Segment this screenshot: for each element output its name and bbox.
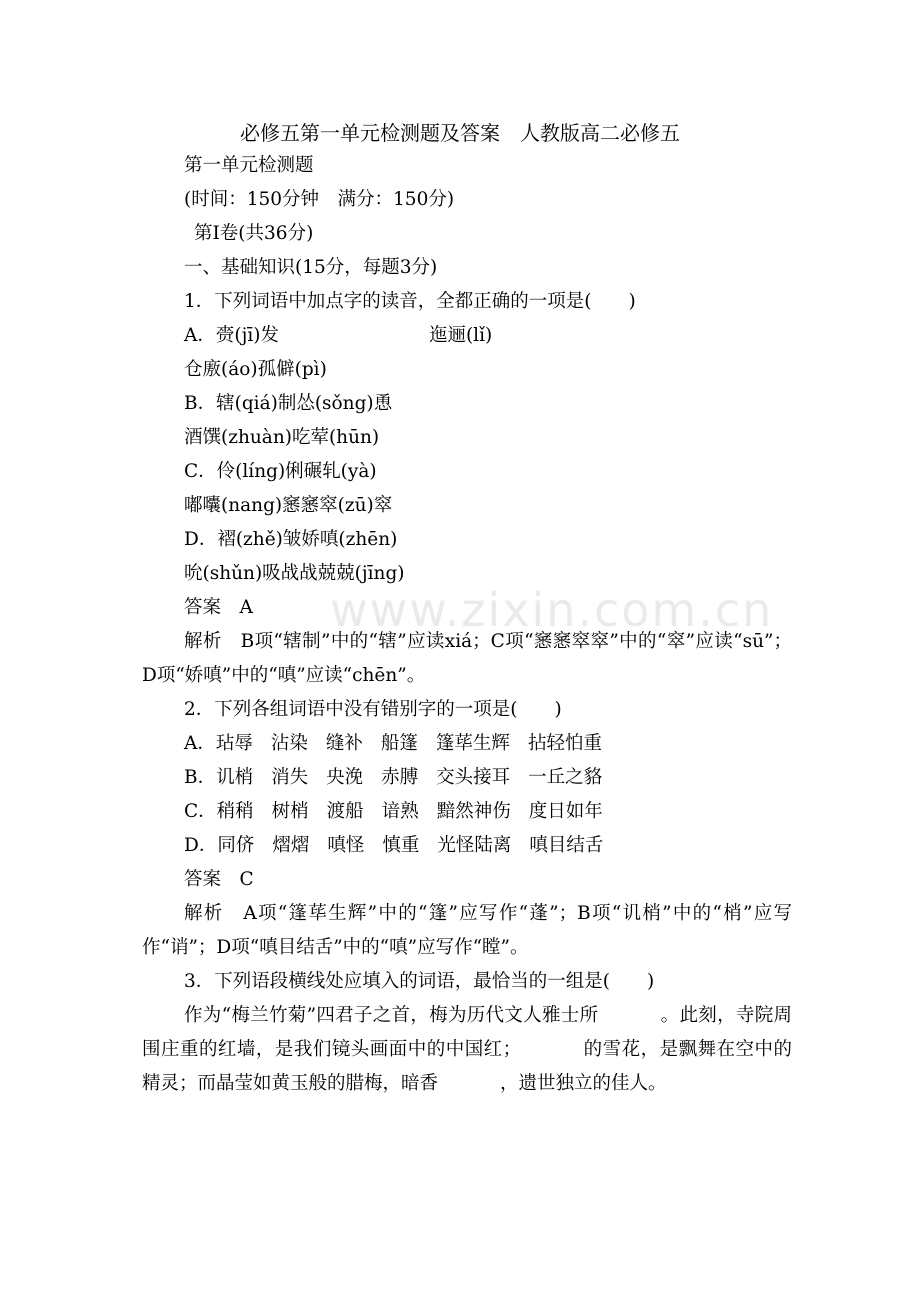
question-1-option-a-cont: 仓廒(áo)孤僻(pì) — [184, 359, 327, 380]
question-2-option-a — [142, 727, 792, 761]
option-word: 缝补 — [325, 733, 363, 754]
question-1-answer: 答案 A — [184, 597, 253, 618]
volume-heading: 第Ⅰ卷(共36分) — [194, 223, 314, 244]
question-1-option-d-cont: 吮(shǔn)吸战战兢兢(jīng) — [184, 563, 405, 584]
section-heading: 第一单元检测题 — [184, 155, 314, 176]
question-2-option-b — [142, 761, 792, 795]
watermark: www.zixin.com.cn — [330, 583, 774, 637]
option-word: 交头接耳 — [436, 767, 511, 788]
option-word: B．讥梢 — [184, 767, 254, 788]
question-1-option-d: D．褶(zhě)皱娇嗔(zhēn) — [184, 529, 398, 550]
question-1-option-b-cont: 酒馔(zhuàn)吃荤(hūn) — [184, 427, 380, 448]
option-word: 树梢 — [271, 801, 309, 822]
option-word: 黯然神伤 — [436, 801, 511, 822]
option-word: 渡船 — [326, 801, 364, 822]
question-2-option-d — [142, 829, 792, 863]
option-word: 嗔目结舌 — [529, 835, 604, 856]
question-1-option-a — [142, 319, 792, 353]
question-1: 1．下列词语中加点字的读音，全都正确的一项是( ) — [184, 291, 636, 312]
exam-info: (时间：150分钟 满分：150分) — [184, 189, 455, 210]
option-word: A．玷辱 — [184, 733, 253, 754]
option-word: 光怪陆离 — [437, 835, 512, 856]
option-word: C．稍稍 — [184, 801, 254, 822]
passage-segment: ，遗世独立的佳人。 — [500, 1073, 667, 1094]
question-3: 3．下列语段横线处应填入的词语，最恰当的一组是( ) — [184, 971, 655, 992]
document-title: 必修五第一单元检测题及答案 人教版高二必修五 — [240, 121, 680, 145]
option-word: 熠熠 — [272, 835, 310, 856]
part-heading: 一、基础知识(15分，每题3分) — [184, 257, 438, 278]
option-word: 一丘之貉 — [528, 767, 603, 788]
option-word: 沾染 — [270, 733, 308, 754]
document-body — [142, 149, 792, 1101]
option-word: 慎重 — [382, 835, 420, 856]
option-word: 嗔怪 — [327, 835, 365, 856]
question-2-option-c — [142, 795, 792, 829]
option-a-part-2: 迤逦(lǐ) — [428, 325, 493, 346]
question-1-option-b: B．辖(qiá)制怂(sǒng)恿 — [184, 393, 393, 414]
option-word: 篷荜生辉 — [435, 733, 510, 754]
passage-segment: 。此刻，寺院周围庄重的红墙，是我们镜头画面中的中国红； — [142, 1005, 792, 1060]
option-word: 度日如年 — [528, 801, 603, 822]
question-2-answer: 答案 C — [184, 869, 254, 890]
option-word: 拈轻怕重 — [527, 733, 602, 754]
question-1-analysis: 解析 B项“辖制”中的“辖”应读xiá；C项“窸窸窣窣”中的“窣”应读“sū”；D项“娇嗔”中的“嗔”应读“chēn”。 — [142, 631, 792, 686]
option-word: D．同侪 — [184, 835, 255, 856]
option-word: 船篷 — [380, 733, 418, 754]
option-word: 谙熟 — [381, 801, 419, 822]
option-word: 赤膊 — [381, 767, 419, 788]
passage-segment: 作为“梅兰竹菊”四君子之首，梅为历代文人雅士所 — [184, 1005, 599, 1026]
question-2-analysis: 解析 A项“篷荜生辉”中的“篷”应写作“蓬”；B项“讥梢”中的“梢”应写作“诮”；D项“嗔目结舌”中的“嗔”应写作“瞠”。 — [142, 903, 792, 958]
passage-segment: 的雪花，是飘舞在空中的精灵；而晶莹如黄玉般的腊梅，暗香 — [142, 1039, 792, 1094]
question-1-option-c-cont: 嘟囔(nang)窸窸窣(zū)窣 — [184, 495, 393, 516]
question-3-passage — [142, 999, 792, 1101]
question-1-option-c: C．伶(líng)俐碾轧(yà) — [184, 461, 377, 482]
question-2: 2．下列各组词语中没有错别字的一项是( ) — [184, 699, 562, 720]
option-word: 央浼 — [326, 767, 364, 788]
option-word: 消失 — [271, 767, 309, 788]
option-a-part-1: A．赍(jī)发 — [184, 325, 279, 346]
